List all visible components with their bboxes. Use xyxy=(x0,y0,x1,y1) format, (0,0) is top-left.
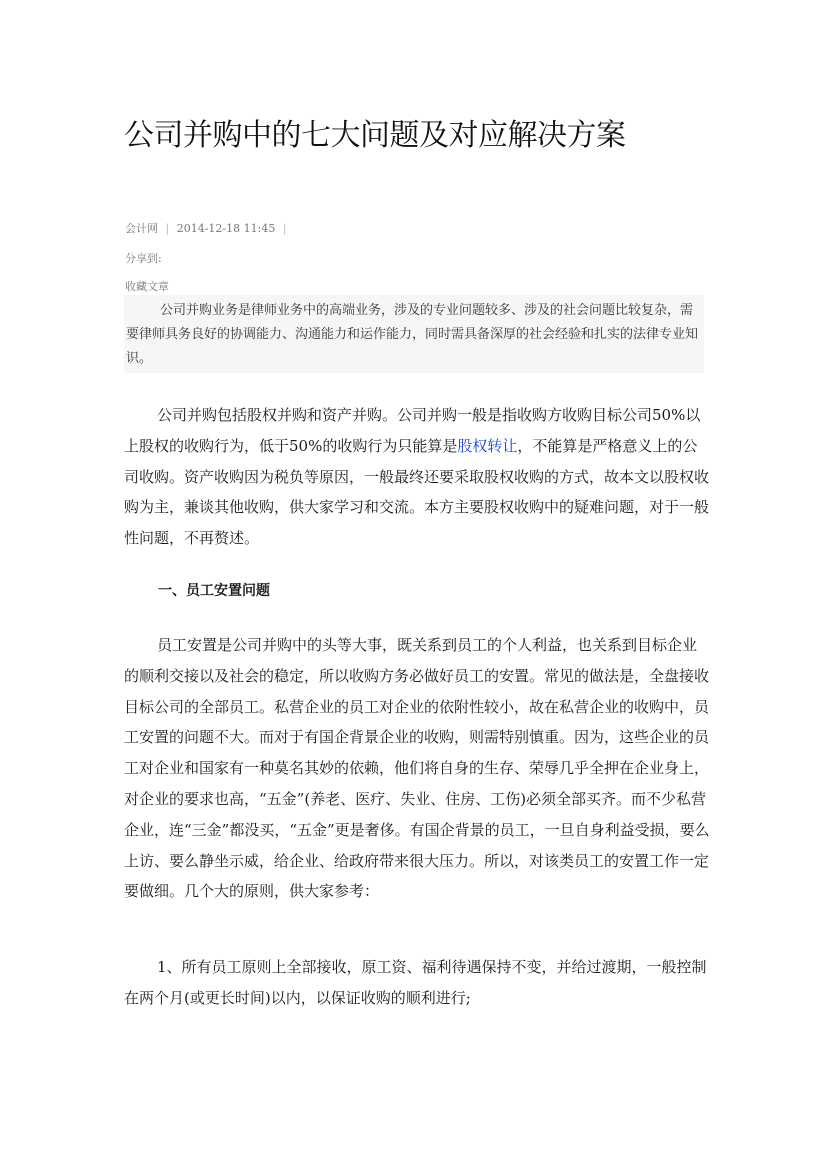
article-meta xyxy=(125,221,291,237)
share-label: 分享到: xyxy=(125,252,162,265)
meta-separator: | xyxy=(282,222,287,235)
publish-date: 2014-12-18 11:45 xyxy=(176,222,276,235)
source-link[interactable]: 会计网 xyxy=(125,222,158,235)
equity-transfer-link[interactable]: 股权转让 xyxy=(457,436,518,455)
paragraph-text: 公司并购包括股权并购和资产并购。公司并购一般是指收购方收购目标公司50%以上股权的收购行为，低于50%的收购行为只能算是 xyxy=(124,406,701,455)
section-heading: 一、员工安置问题 xyxy=(158,583,270,599)
collect-article-button[interactable]: 收藏文章 xyxy=(125,280,169,293)
paragraph: 1、所有员工原则上全部接收，原工资、福利待遇保持不变，并给过渡期，一般控制在两个月(或更长时间)以内，以保证收购的顺利进行; xyxy=(124,958,707,1007)
paragraph: 员工安置是公司并购中的头等大事，既关系到员工的个人利益，也关系到目标企业的顺利交接以及社会的稳定，所以收购方务必做好员工的安置。常见的做法是，全盘接收目标公司的全部员工。私营企业的员工对企业的依附性较小，故在私营企业的收购中，员工安置的问题不大。而对于有国企背景企业的收购，则需特别慎重。因为，这些企业的员工对企业和国家有一种莫名其妙的依赖，他们将自身的生存、荣辱几乎全押在企业身上，对企业的要求也高，“五金”(养老、医疗、失业、住房、工伤)必须全部买齐。而不少私营企业，连“三金”都没买，“五金”更是奢侈。有国企背景的员工，一旦自身利益受损，要么上访、要么静坐示威，给企业、给政府带来很大压力。所以，对该类员工的安置工作一定要做细。几个大的原则，供大家参考： xyxy=(124,636,710,901)
meta-separator: | xyxy=(165,222,170,235)
paragraph xyxy=(124,400,710,554)
page-title: 公司并购中的七大问题及对应解决方案 xyxy=(124,118,626,153)
article-summary: 公司并购业务是律师业务中的高端业务，涉及的专业问题较多、涉及的社会问题比较复杂，需要律师具务良好的协调能力、沟通能力和运作能力，同时需具备深厚的社会经验和扎实的法律专业知识。 xyxy=(124,295,704,373)
paragraph-text: ，不能算是严格意义上的公司收购。资产收购因为税负等原因，一般最终还要采取股权收购的方式，故本文以股权收购为主，兼谈其他收购，供大家学习和交流。本方主要股权收购中的疑难问题，对于一般性问题，不再赘述。 xyxy=(124,436,710,548)
